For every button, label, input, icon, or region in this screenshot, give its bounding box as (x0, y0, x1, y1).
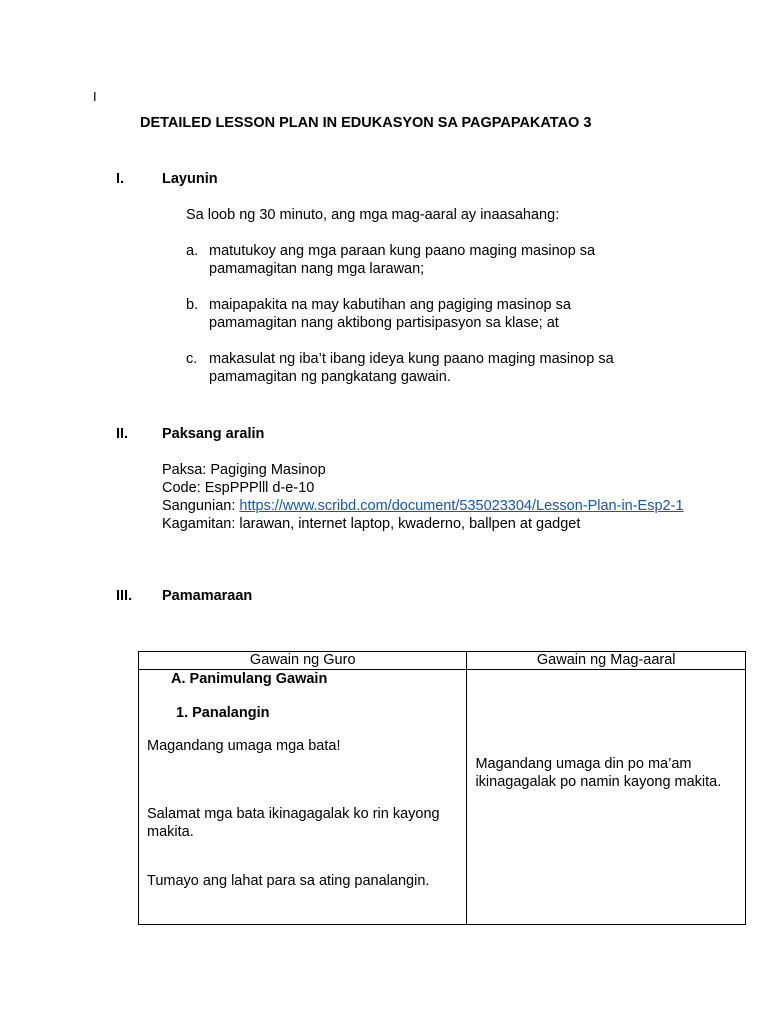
sanggunian-link[interactable]: https://www.scribd.com/document/535023304/Lesson-Plan-in-Esp2-1 (239, 498, 684, 514)
kagamitan-line: Kagamitan: larawan, internet laptop, kwaderno, ballpen at gadget (162, 516, 581, 532)
document-title: DETAILED LESSON PLAN IN EDUKASYON SA PAGPAPAKATAO 3 (140, 115, 592, 131)
teacher-line: Salamat mga bata ikinagagalak ko rin kayong makita. (147, 806, 440, 840)
header-teacher-activity: Gawain ng Guro (139, 652, 467, 670)
objective-letter: b. (186, 297, 199, 313)
teacher-line: Magandang umaga mga bata! (147, 738, 341, 754)
table-row (139, 670, 746, 925)
code-line: Code: EspPPPlll d-e-10 (162, 480, 315, 496)
objective-text: matutukoy ang mga paraan kung paano maging masinop sa pamamagitan nang mga larawan; (209, 243, 596, 277)
section-2-title: Paksang aralin (162, 426, 265, 442)
paksa-line: Paksa: Pagiging Masinop (162, 462, 326, 478)
objective-text: makasulat ng iba’t ibang ideya kung paano maging masinop sa pamamagitan ng pangkatang gawain. (209, 351, 614, 385)
teacher-activity-cell (139, 670, 467, 925)
procedure-table (138, 651, 746, 925)
sub-label: 1. Panalangin (176, 705, 270, 721)
part-label: A. Panimulang Gawain (171, 671, 328, 687)
student-response: Magandang umaga din po ma’am ikinagagalak po namin kayong makita. (475, 756, 722, 790)
student-activity-cell (467, 670, 746, 925)
subject-matter-block (162, 461, 702, 533)
objective-letter: c. (186, 351, 198, 367)
section-3-title: Pamamaraan (162, 588, 253, 604)
sanggunian-line (162, 497, 702, 515)
header-student-activity: Gawain ng Mag-aaral (467, 652, 746, 670)
teacher-line: Tumayo ang lahat para sa ating panalangin. (147, 873, 430, 889)
section-1-number: I. (116, 171, 125, 187)
objectives-intro: Sa loob ng 30 minuto, ang mga mag-aaral ay inaasahang: (186, 207, 560, 223)
section-1-title: Layunin (162, 171, 218, 187)
section-2-number: II. (116, 426, 129, 442)
text-cursor: I (93, 89, 97, 104)
table-header-row (139, 652, 746, 670)
objective-text: maipapakita na may kabutihan ang pagiging masinop sa pamamagitan nang aktibong partisipasyon sa klase; at (209, 297, 571, 331)
sanggunian-label: Sangunian: (162, 498, 240, 514)
section-3-number: III. (116, 588, 133, 604)
objective-letter: a. (186, 243, 199, 259)
